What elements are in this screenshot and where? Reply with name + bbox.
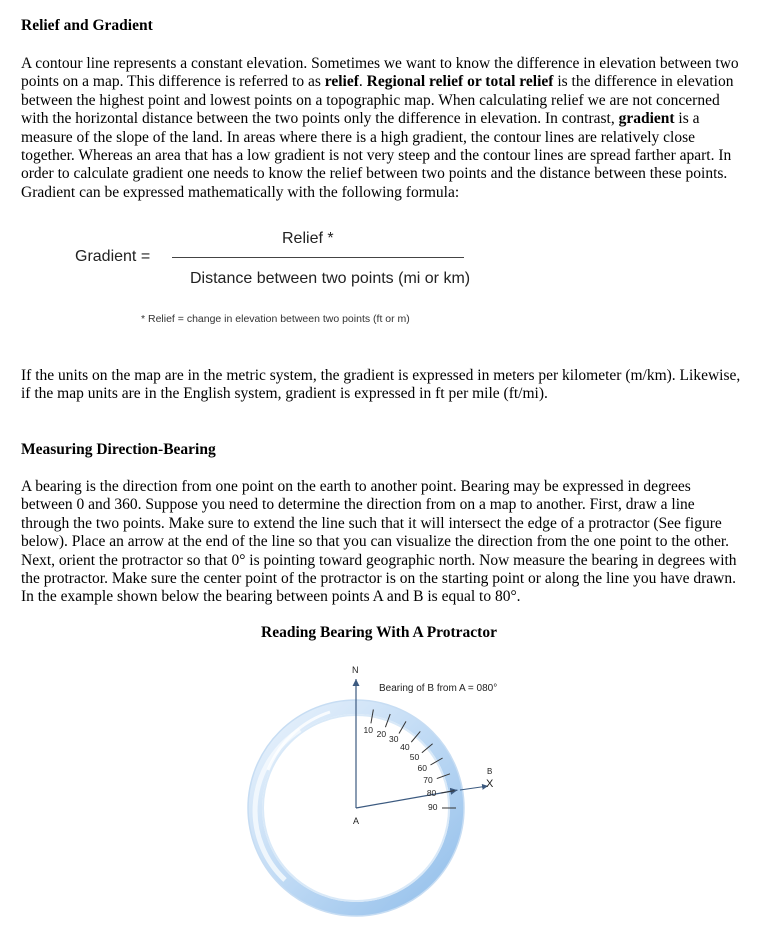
bold-term: gradient	[618, 110, 675, 128]
formula-numerator: Relief *	[282, 230, 334, 247]
tick-label-40: 40	[400, 742, 410, 753]
tick-label-30: 30	[389, 734, 399, 745]
tick-label-50: 50	[409, 751, 420, 762]
point-b-mark: X	[486, 778, 494, 790]
text-run: is the difference in elevation between the highest point and lowest points on a topographic map. When calculating relief we are not concerned with the horizontal distance between the two points only the difference in elevation. In contrast,	[21, 73, 734, 128]
text-run: is a measure of the slope of the land. In areas where there is a high gradient, the contour lines are relatively close together. Whereas an area that has a low gradient is not very steep and the contour lines are spread farther apart. In order to calculate gradient one needs to know the relief between two points and the distance between these points. Gradient can be expressed mathematically with the following formula:	[21, 110, 732, 201]
bearing-paragraph: A bearing is the direction from one point on the earth to another point. Bearing may be expressed in degrees between 0 and 360. Suppose you need to determine the direction from on a map to another. First, draw a line through the two points. Make sure to extend the line such that it will intersect the edge of a protractor (See figure below). Place an arrow at the end of the line so that you can visualize the direction from the one point to the other. Next, orient the protractor so that 0° is pointing toward geographic north. Now measure the bearing in degrees with the protractor. Make sure the center point of the protractor is on the starting point or along the line you have drawn. In the example shown below the bearing between points A and B is equal to 80°.	[21, 478, 737, 606]
point-b-label: B	[487, 767, 493, 776]
bold-term: Regional relief or total relief	[366, 73, 554, 91]
formula-lhs: Gradient =	[75, 248, 151, 265]
bold-term: relief	[324, 73, 359, 91]
section-heading-bearing: Measuring Direction-Bearing	[21, 441, 216, 458]
units-paragraph: If the units on the map are in the metric system, the gradient is expressed in meters per kilometer (m/km). Likewise, if the map units are in the English system, gradient is expressed in ft per mile (ft/mi).	[21, 367, 741, 403]
formula-footnote: * Relief = change in elevation between two points (ft or m)	[141, 313, 410, 325]
point-a-label: A	[353, 816, 360, 826]
bearing-caption: Bearing of B from A = 080°	[379, 683, 498, 694]
figure-title: Reading Bearing With A Protractor	[261, 624, 497, 641]
north-label: N	[352, 665, 359, 675]
b-pointer-arrow	[460, 786, 488, 790]
text-run: A contour line represents a constant elevation. Sometimes we want to know the difference in elevation between two points on a map. This difference is referred to as	[21, 55, 739, 91]
section-heading-relief: Relief and Gradient	[21, 17, 153, 34]
tick-label-80: 80	[426, 788, 437, 799]
tick-label-10: 10	[363, 725, 373, 736]
tick-label-70: 70	[423, 775, 433, 786]
tick-label-20: 20	[376, 728, 387, 739]
text-run: .	[358, 73, 367, 91]
formula-denominator: Distance between two points (mi or km)	[190, 270, 471, 287]
tick-label-60: 60	[417, 763, 428, 773]
tick-label-90: 90	[428, 802, 438, 812]
